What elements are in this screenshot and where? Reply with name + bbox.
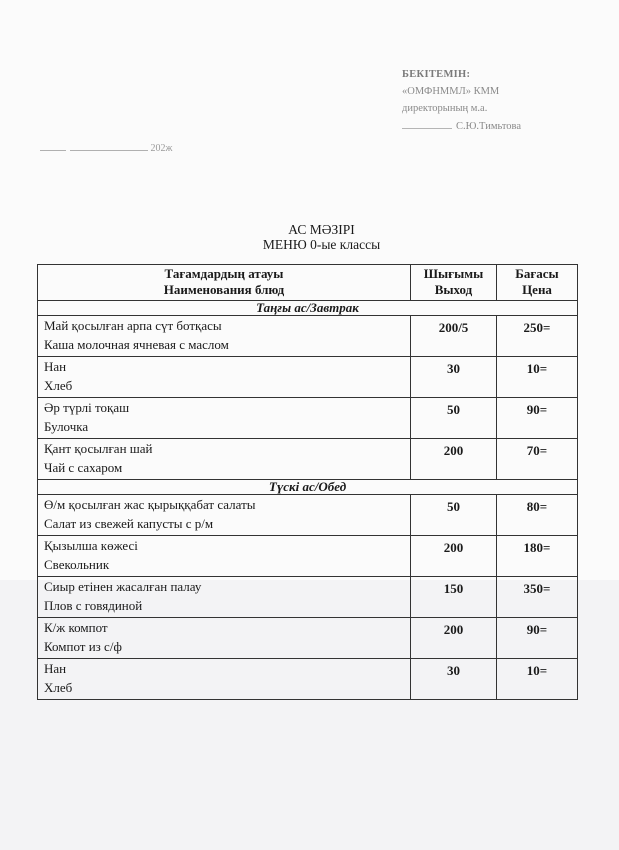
dish-qty: 50 bbox=[411, 398, 497, 439]
date-suffix: 202ж bbox=[150, 143, 173, 154]
header-price: Бағасы Цена bbox=[497, 265, 578, 301]
dish-qty: 200 bbox=[411, 536, 497, 577]
dish-price: 180= bbox=[497, 536, 578, 577]
section-title: Түскі ас/Обед bbox=[38, 480, 578, 495]
dish-price: 80= bbox=[497, 495, 578, 536]
dish-price: 70= bbox=[497, 439, 578, 480]
section-breakfast bbox=[38, 301, 578, 316]
dish-price: 10= bbox=[497, 659, 578, 700]
header-name: Тағамдардың атауы Наименования блюд bbox=[38, 265, 411, 301]
dish-name-kz: Әр түрлі тоқаш bbox=[44, 400, 130, 415]
dish-price: 90= bbox=[497, 398, 578, 439]
table-row bbox=[38, 659, 578, 700]
approval-stamp bbox=[402, 66, 582, 135]
dish-price: 350= bbox=[497, 577, 578, 618]
dish-name-ru: Хлеб bbox=[44, 378, 73, 393]
dish-price: 90= bbox=[497, 618, 578, 659]
dish-name-kz: Сиыр етінен жасалған палау bbox=[44, 579, 202, 594]
table-row bbox=[38, 495, 578, 536]
dish-name-ru: Хлеб bbox=[44, 680, 73, 695]
table-row bbox=[38, 536, 578, 577]
date-day-blank bbox=[40, 140, 66, 151]
date-line bbox=[40, 140, 172, 154]
approval-signature-line bbox=[402, 117, 582, 135]
dish-name-ru: Салат из свежей капусты с р/м bbox=[44, 516, 214, 531]
dish-qty: 150 bbox=[411, 577, 497, 618]
dish-name-kz: Нан bbox=[44, 661, 67, 676]
dish-name-kz: Ө/м қосылған жас қырыққабат салаты bbox=[44, 497, 256, 512]
dish-name-kz: Қызылша көжесі bbox=[44, 538, 138, 553]
dish-qty: 50 bbox=[411, 495, 497, 536]
table-row bbox=[38, 618, 578, 659]
menu-table bbox=[37, 264, 578, 700]
dish-name-kz: Май қосылған арпа сүт ботқасы bbox=[44, 318, 222, 333]
dish-name-ru: Булочка bbox=[44, 419, 89, 434]
signature-blank bbox=[402, 117, 452, 129]
table-row bbox=[38, 398, 578, 439]
header-qty: Шығымы Выход bbox=[411, 265, 497, 301]
table-row bbox=[38, 357, 578, 398]
table-row bbox=[38, 439, 578, 480]
dish-qty: 200 bbox=[411, 439, 497, 480]
page-title-ru: МЕНЮ 0-ые классы bbox=[262, 237, 381, 252]
dish-name-kz: К/ж компот bbox=[44, 620, 108, 635]
dish-name-ru: Чай с сахаром bbox=[44, 460, 123, 475]
dish-name-ru: Свекольник bbox=[44, 557, 110, 572]
section-title: Таңғы ас/Завтрак bbox=[38, 301, 578, 316]
dish-qty: 30 bbox=[411, 659, 497, 700]
dish-qty: 200/5 bbox=[411, 316, 497, 357]
table-row bbox=[38, 577, 578, 618]
dish-qty: 200 bbox=[411, 618, 497, 659]
dish-qty: 30 bbox=[411, 357, 497, 398]
approval-heading: БЕКІТЕМІН: bbox=[402, 69, 471, 80]
approval-position: директорының м.а. bbox=[402, 103, 488, 114]
dish-name-kz: Нан bbox=[44, 359, 67, 374]
table-row bbox=[38, 316, 578, 357]
dish-price: 250= bbox=[497, 316, 578, 357]
table-header-row bbox=[38, 265, 578, 301]
approval-org: «ОМФНММЛ» КММ bbox=[402, 86, 500, 97]
dish-name-ru: Плов с говядиной bbox=[44, 598, 143, 613]
dish-name-ru: Компот из с/ф bbox=[44, 639, 122, 654]
approval-name: С.Ю.Тимьтова bbox=[456, 121, 522, 132]
date-month-blank bbox=[70, 140, 148, 151]
dish-name-kz: Қант қосылған шай bbox=[44, 441, 153, 456]
dish-price: 10= bbox=[497, 357, 578, 398]
dish-name-ru: Каша молочная ячневая с маслом bbox=[44, 337, 229, 352]
page-title-kz: АС МӘЗІРІ bbox=[288, 222, 355, 237]
section-lunch bbox=[38, 480, 578, 495]
